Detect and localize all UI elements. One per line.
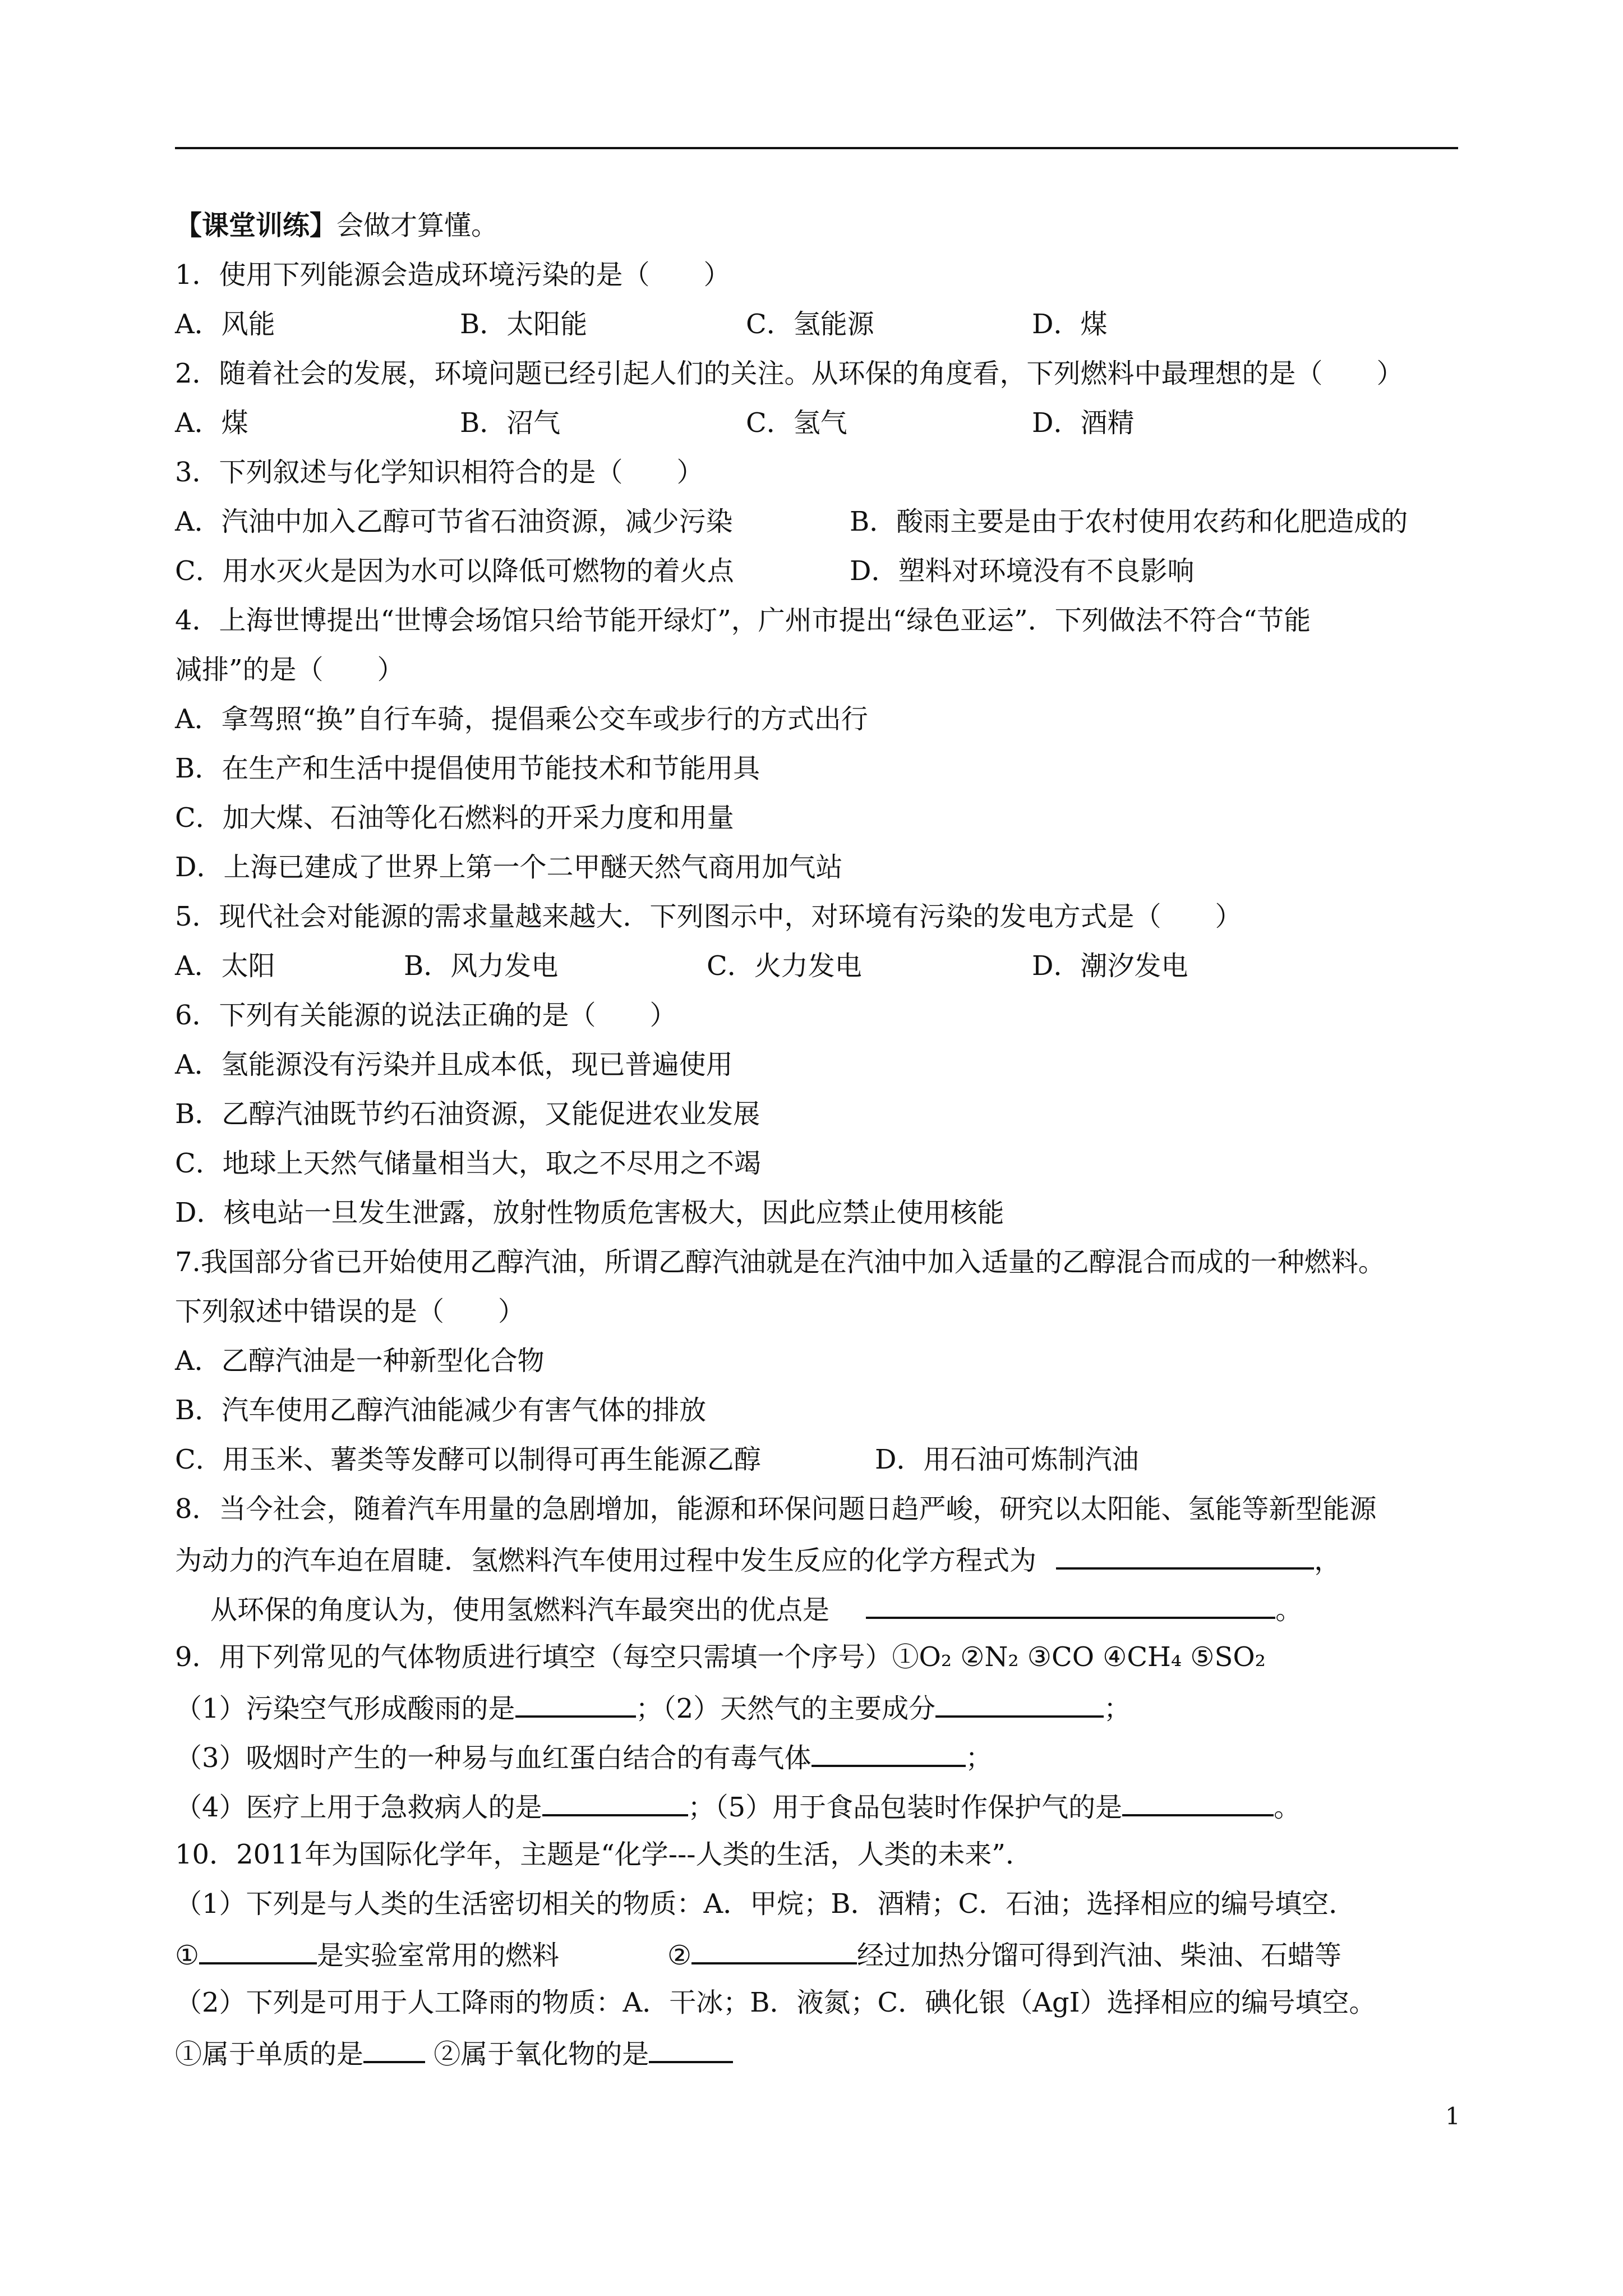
q9-row2 xyxy=(175,1739,993,1775)
q6-option-a: A．氢能源没有污染并且成本低，现已普遍使用 xyxy=(175,1049,733,1080)
q9-part2-label: （2）天然气的主要成分 xyxy=(662,1693,936,1724)
q4-stem-line2: 减排”的是（ ） xyxy=(175,654,404,685)
q2-option-a: A．煤 xyxy=(175,407,248,439)
q8-equation-blank[interactable] xyxy=(1056,1542,1314,1570)
page-number: 1 xyxy=(1445,2102,1460,2130)
q6-option-d: D．核电站一旦发生泄露，放射性物质危害极大，因此应禁止使用核能 xyxy=(175,1197,1004,1228)
q1-option-b: B．太阳能 xyxy=(460,309,588,340)
q1-option-a: A．风能 xyxy=(175,309,275,340)
q9-stem xyxy=(175,1640,1266,1674)
q7-option-b: B．汽车使用乙醇汽油能减少有害气体的排放 xyxy=(175,1395,707,1426)
q4-option-d: D．上海已建成了世界上第一个二甲醚天然气商用加气站 xyxy=(175,852,843,883)
q9-part3-end: ； xyxy=(965,1742,993,1774)
q7-option-d: D．用石油可炼制汽油 xyxy=(875,1444,1139,1475)
q8-line3-end: 。 xyxy=(1275,1594,1303,1626)
q10-subq1-b xyxy=(667,1936,1341,1972)
q9-stem-text: 9．用下列常见的气体物质进行填空（每空只需填一个序号） xyxy=(175,1641,892,1673)
q10-stem: 10．2011年为国际化学年，主题是“化学---人类的生活，人类的未来”． xyxy=(175,1839,1032,1870)
q10-subq1: （1）下列是与人类的生活密切相关的物质：A．甲烷；B．酒精；C．石油；选择相应的编号填空． xyxy=(175,1888,1356,1920)
q10-subq1-b-blank[interactable] xyxy=(691,1936,857,1964)
q10-subq2: （2）下列是可用于人工降雨的物质：A．干冰；B．液氮；C．碘化银（AgI）选择相应的编号填空。 xyxy=(175,1987,1376,2018)
section-tag: 【课堂训练】 xyxy=(175,210,337,241)
q6-option-c: C．地球上天然气储量相当大，取之不尽用之不竭 xyxy=(175,1148,761,1179)
q10-subq1-b-text: 经过加热分馏可得到汽油、柴油、石蜡等 xyxy=(857,1940,1342,1971)
q10-subq1-b-label: ② xyxy=(667,1940,692,1971)
q9-part1-blank[interactable] xyxy=(515,1690,636,1718)
section-tagline: 会做才算懂。 xyxy=(336,210,499,241)
q3-option-d: D．塑料对环境没有不良影响 xyxy=(850,555,1195,587)
q10-subq2-a-label: ①属于单质的是 xyxy=(175,2039,364,2070)
q5-stem: 5．现代社会对能源的需求量越来越大．下列图示中，对环境有污染的发电方式是（ ） xyxy=(175,901,1242,932)
q4-option-a: A．拿驾照“换”自行车骑，提倡乘公交车或步行的方式出行 xyxy=(175,703,868,735)
q5-option-b: B．风力发电 xyxy=(404,950,559,982)
q9-part4-end: ； xyxy=(688,1792,715,1823)
q1-option-d: D．煤 xyxy=(1032,309,1108,340)
q9-row3 xyxy=(175,1788,1301,1824)
q3-stem: 3．下列叙述与化学知识相符合的是（ ） xyxy=(175,457,704,488)
q4-option-b: B．在生产和生活中提倡使用节能技术和节能用具 xyxy=(175,753,760,784)
q8-line2-text: 为动力的汽车迫在眉睫．氢燃料汽车使用过程中发生反应的化学方程式为 xyxy=(175,1545,1037,1576)
q8-line2 xyxy=(175,1542,1341,1577)
q10-subq1-a-blank[interactable] xyxy=(199,1936,317,1964)
q7-option-a: A．乙醇汽油是一种新型化合物 xyxy=(175,1345,545,1377)
q2-option-b: B．沼气 xyxy=(460,407,561,439)
q9-part1-end: ； xyxy=(635,1693,663,1724)
q4-stem-line1: 4．上海世博提出“世博会场馆只给节能开绿灯”，广州市提出“绿色亚运”．下列做法不符合“节能 xyxy=(175,605,1311,636)
q9-choices: ①O₂ ②N₂ ③CO ④CH₄ ⑤SO₂ xyxy=(892,1641,1266,1673)
q7-stem-line2: 下列叙述中错误的是（ ） xyxy=(175,1296,525,1327)
q10-subq1-a-label: ① xyxy=(175,1940,200,1971)
q2-stem: 2．随着社会的发展，环境问题已经引起人们的关注。从环保的角度看，下列燃料中最理想的是（ ） xyxy=(175,358,1404,389)
q5-option-d: D．潮汐发电 xyxy=(1032,950,1188,982)
q9-part3-label: （3）吸烟时产生的一种易与血红蛋白结合的有毒气体 xyxy=(175,1742,811,1774)
q5-option-c: C．火力发电 xyxy=(707,950,862,982)
q3-option-c: C．用水灭火是因为水可以降低可燃物的着火点 xyxy=(175,555,734,587)
q7-option-c: C．用玉米、薯类等发酵可以制得可再生能源乙醇 xyxy=(175,1444,761,1475)
q8-line2-end: ， xyxy=(1314,1545,1341,1576)
q9-part5-label: （5）用于食品包装时作保护气的是 xyxy=(714,1792,1123,1823)
q6-stem: 6．下列有关能源的说法正确的是（ ） xyxy=(175,1000,677,1031)
q9-part2-end: ； xyxy=(1104,1693,1131,1724)
q4-option-c: C．加大煤、石油等化石燃料的开采力度和用量 xyxy=(175,802,734,834)
q2-option-c: C．氢气 xyxy=(746,407,847,439)
q10-subq1-a xyxy=(175,1936,559,1972)
q10-subq2-answers xyxy=(175,2035,733,2071)
q9-part5-end: 。 xyxy=(1274,1792,1301,1823)
q10-subq2-a-blank[interactable] xyxy=(363,2035,425,2063)
q2-option-d: D．酒精 xyxy=(1032,407,1135,439)
q10-subq2-b-label: ②属于氧化物的是 xyxy=(434,2039,649,2070)
q10-subq1-a-text: 是实验室常用的燃料 xyxy=(317,1940,560,1971)
q8-line3-text: 从环保的角度认为，使用氢燃料汽车最突出的优点是 xyxy=(210,1594,830,1626)
q9-part5-blank[interactable] xyxy=(1122,1788,1274,1816)
q5-option-a: A．太阳 xyxy=(175,950,275,982)
q9-part4-blank[interactable] xyxy=(542,1788,688,1816)
header-rule xyxy=(175,147,1458,149)
q9-part2-blank[interactable] xyxy=(935,1690,1104,1718)
section-heading xyxy=(175,209,498,242)
q9-row1 xyxy=(175,1690,1131,1726)
q9-part1-label: （1）污染空气形成酸雨的是 xyxy=(175,1693,515,1724)
q9-part4-label: （4）医疗上用于急救病人的是 xyxy=(175,1792,542,1823)
q3-option-a: A．汽油中加入乙醇可节省石油资源，减少污染 xyxy=(175,506,733,537)
q8-line1: 8．当今社会，随着汽车用量的急剧增加，能源和环保问题日趋严峻，研究以太阳能、氢能等新型能源 xyxy=(175,1493,1377,1525)
q9-part3-blank[interactable] xyxy=(811,1739,966,1767)
q1-stem: 1．使用下列能源会造成环境污染的是（ ） xyxy=(175,259,731,291)
q3-option-b: B．酸雨主要是由于农村使用农药和化肥造成的 xyxy=(850,506,1408,537)
q7-stem-line1: 7.我国部分省已开始使用乙醇汽油，所谓乙醇汽油就是在汽油中加入适量的乙醇混合而成的一种燃料。 xyxy=(175,1246,1385,1278)
q6-option-b: B．乙醇汽油既节约石油资源，又能促进农业发展 xyxy=(175,1098,760,1130)
q10-subq2-b-blank[interactable] xyxy=(649,2035,733,2063)
q1-option-c: C．氢能源 xyxy=(746,309,874,340)
q8-advantage-blank[interactable] xyxy=(866,1591,1275,1619)
q8-line3 xyxy=(210,1591,1302,1627)
